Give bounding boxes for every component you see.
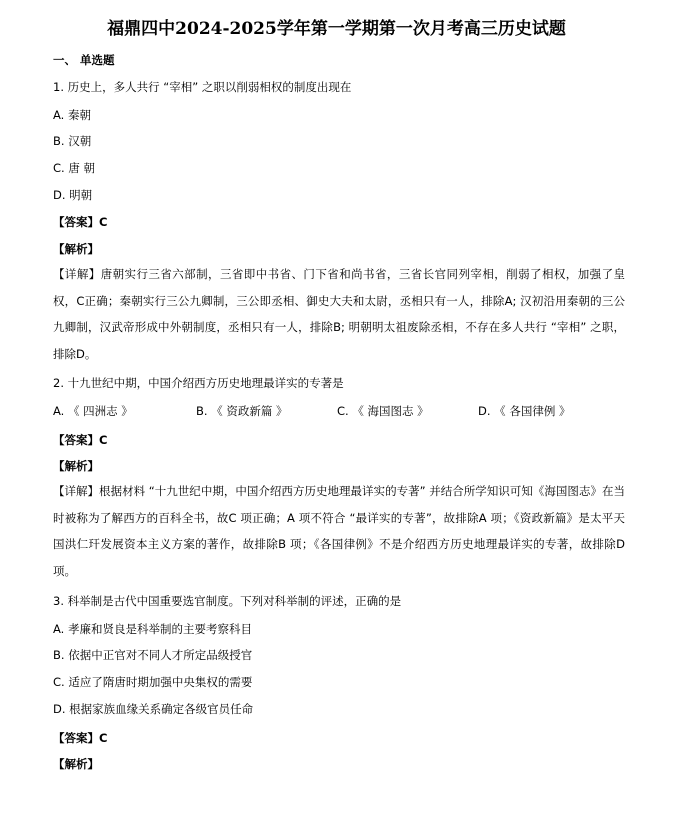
q3-option-b: B. 依据中正官对不同人才所定品级授官: [53, 648, 253, 662]
q3-option-c: C. 适应了隋唐时期加强中央集权的需要: [53, 675, 253, 689]
q2-option-a: A. 《 四洲志 》: [53, 404, 133, 418]
q1-detail: 【详解】唐朝实行三省六部制，三省即中书省、门下省和尚书省，三省长官同列宰相，削弱了相权，加强了皇权，C正确；秦朝实行三公九卿制，三公即丞相、御史大夫和太尉，丞相只有一人，排除A; 汉初沿用秦朝的三公九卿制，汉武帝形成中外朝制度，丞相只有一人，排除B; 明朝明太祖废除丞相，不存在多人共行 “宰相” 之职，排除D。: [53, 267, 625, 361]
q2-detail: 【详解】根据材料 “十九世纪中期，中国介绍西方历史地理最详实的专著” 并结合所学知识可知《海国图志》在当时被称为了解西方的百科全书，故C 项正确；A 项不符合 “最详实的专著”，故排除A 项；《资政新篇》是太平天国洪仁玕发展资本主义方案的著作，故排除B 项；《各国律例》不是介绍西方历史地理最详实的专著，故排除D 项。: [53, 484, 625, 578]
q2-option-c: C. 《 海国图志 》: [337, 404, 429, 418]
q2-option-b: B. 《 资政新篇 》: [196, 404, 288, 418]
q2-stem: 2. 十九世纪中期，中国介绍西方历史地理最详实的专著是: [53, 376, 344, 390]
q2-analysis-label: 【解析】: [53, 459, 99, 473]
q1-analysis-label: 【解析】: [53, 242, 99, 256]
q2-options-row: [53, 403, 625, 419]
q2-option-d: D. 《 各国律例 》: [478, 404, 571, 418]
q2-answer: 【答案】C: [53, 433, 108, 447]
q3-analysis-label: 【解析】: [53, 757, 99, 771]
q3-option-a: A. 孝廉和贤良是科举制的主要考察科目: [53, 622, 252, 636]
q1-option-d: D. 明朝: [53, 188, 93, 202]
q1-option-a: A. 秦朝: [53, 108, 91, 122]
q3-option-d: D. 根据家族血缘关系确定各级官员任命: [53, 702, 254, 716]
q1-answer: 【答案】C: [53, 215, 108, 229]
q3-answer: 【答案】C: [53, 731, 108, 745]
q1-option-c: C. 唐 朝: [53, 161, 95, 175]
section-heading: 一、 单选题: [53, 53, 115, 67]
q3-stem: 3. 科举制是古代中国重要选官制度。下列对科举制的评述，正确的是: [53, 594, 402, 608]
page-title: 福鼎四中2024-2025学年第一学期第一次月考高三历史试题: [107, 19, 566, 39]
q1-stem: 1. 历史上，多人共行 “宰相” 之职以削弱相权的制度出现在: [53, 80, 352, 94]
q1-option-b: B. 汉朝: [53, 134, 92, 148]
